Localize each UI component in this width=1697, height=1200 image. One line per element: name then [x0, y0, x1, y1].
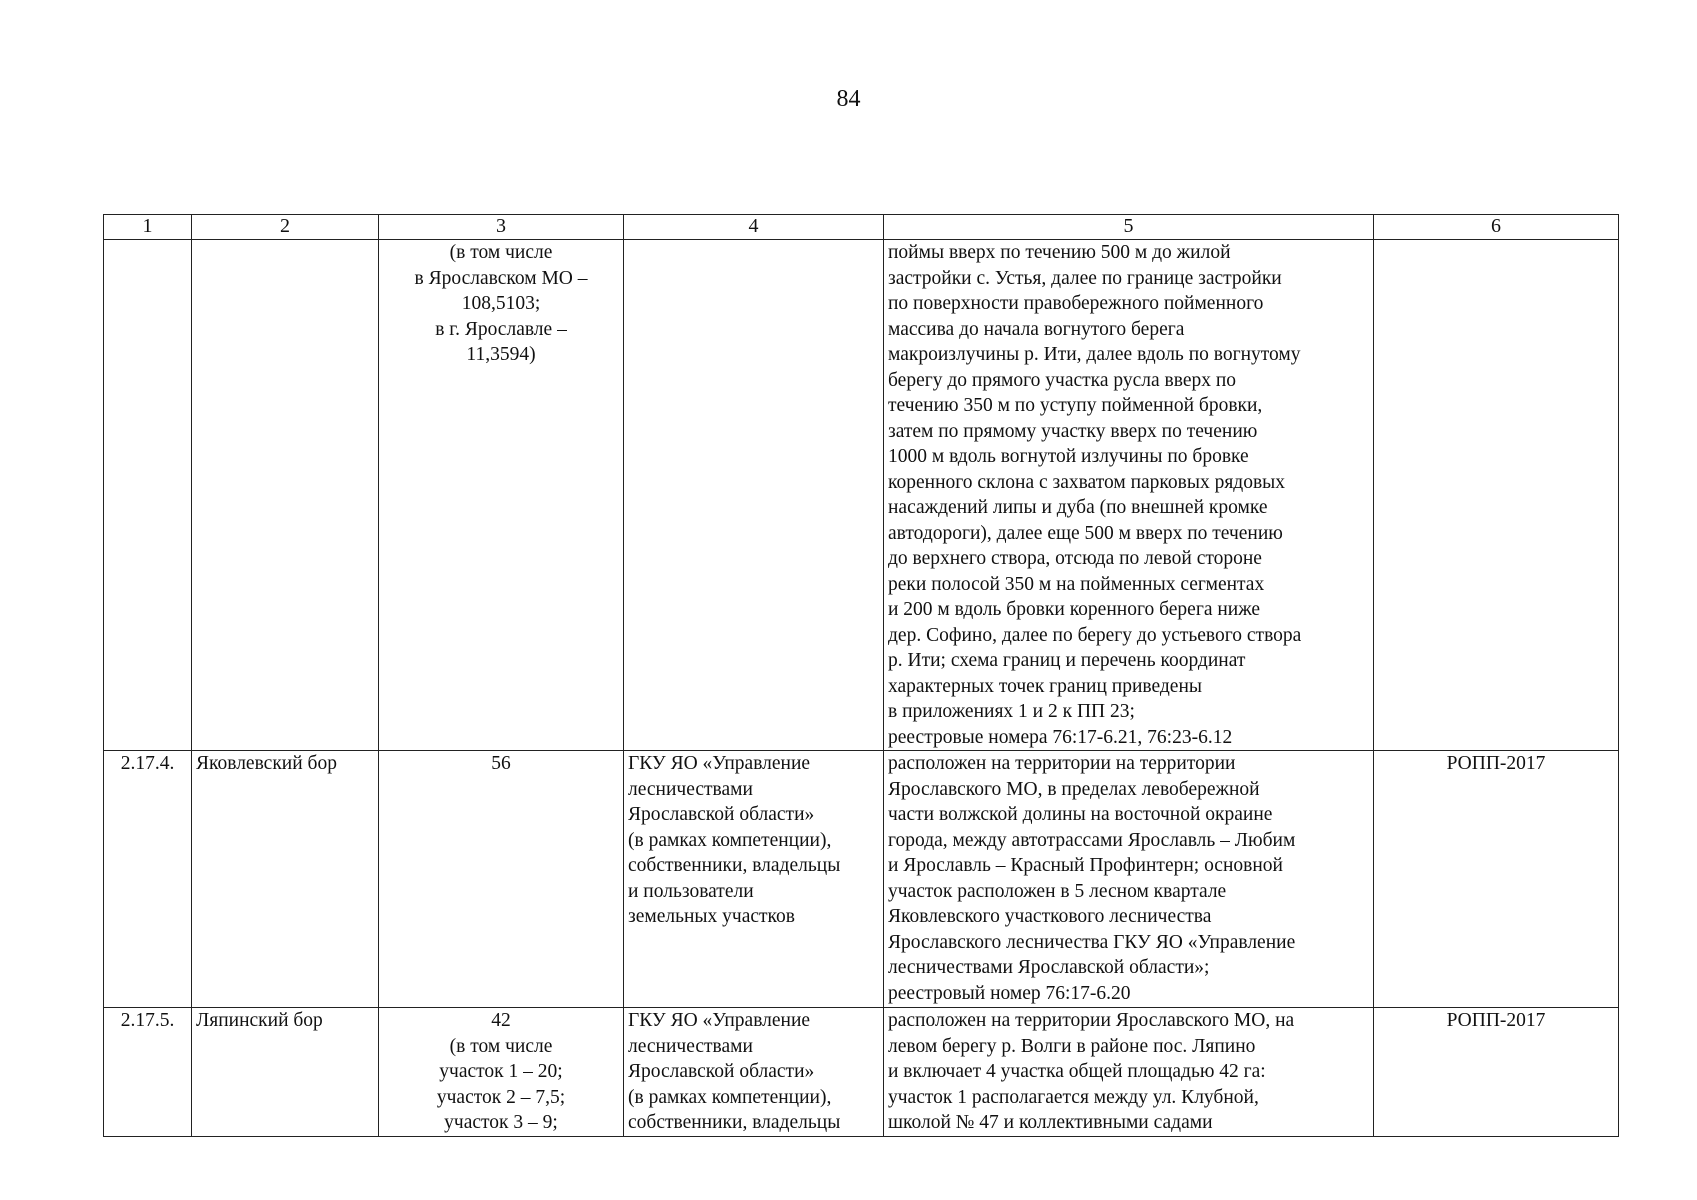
- cell-line: участок 3 – 9;: [444, 1112, 558, 1133]
- cell-name: [192, 240, 379, 751]
- cell-line: города, между автотрассами Ярославль – Любим: [888, 829, 1296, 851]
- cell-line: собственники, владельцы: [628, 1112, 841, 1133]
- cell-line: затем по прямому участку вверх по течению: [888, 420, 1258, 442]
- cell-description: [884, 240, 1374, 751]
- cell-description: [884, 1008, 1374, 1137]
- cell-name: [192, 751, 379, 1008]
- table-row: [104, 240, 1619, 751]
- cell-line: автодороги), далее еще 500 м вверх по течению: [888, 522, 1283, 544]
- page-number: 84: [836, 86, 861, 112]
- cell-line: участок 1 располагается между ул. Клубной,: [888, 1086, 1259, 1108]
- column-header-3: 3: [379, 215, 624, 240]
- cell-line: до верхнего створа, отсюда по левой стороне: [888, 548, 1262, 569]
- cell-line: дер. Софино, далее по берегу до устьевого створа: [888, 624, 1302, 646]
- cell-line: земельных участков: [628, 906, 795, 927]
- cell-line: берегу до прямого участка русла вверх по: [888, 369, 1237, 391]
- cell-line: коренного склона с захватом парковых рядовых: [888, 471, 1286, 493]
- column-header-6: 6: [1374, 215, 1619, 240]
- cell-line: лесничествами: [628, 778, 753, 800]
- cell-source: [1374, 1008, 1619, 1137]
- cell-line: макроизлучины р. Ити, далее вдоль по вогнутому: [888, 344, 1301, 365]
- cell-line: левом берегу р. Волги в районе пос. Ляпино: [888, 1035, 1256, 1057]
- cell-line: реестровый номер 76:17-6.20: [888, 982, 1131, 1004]
- cell-line: по поверхности правобережного пойменного: [888, 293, 1264, 314]
- cell-line: 2.17.4.: [120, 753, 175, 774]
- table-row: [104, 751, 1619, 1008]
- cell-description: [884, 751, 1374, 1008]
- cell-line: (в том числе: [449, 1035, 553, 1057]
- cell-line: Яковлевского участкового лесничества: [888, 906, 1212, 927]
- cell-line: 108,5103;: [461, 293, 541, 314]
- cell-line: р. Ити; схема границ и перечень координат: [888, 650, 1246, 671]
- cell-line: (в том числе: [449, 242, 553, 263]
- cell-line: 42: [491, 1010, 511, 1031]
- cell-line: участок расположен в 5 лесном квартале: [888, 880, 1227, 902]
- cell-line: и 200 м вдоль бровки коренного берега ниже: [888, 599, 1261, 620]
- cell-line: поймы вверх по течению 500 м до жилой: [888, 242, 1231, 263]
- cell-line: (в рамках компетенции),: [628, 829, 832, 851]
- cell-area: [379, 240, 624, 751]
- table-row: [104, 1008, 1619, 1137]
- cell-line: лесничествами Ярославской области»;: [888, 957, 1210, 978]
- cell-responsible: [624, 1008, 884, 1137]
- cell-line: в Ярославском МО –: [414, 267, 588, 289]
- cell-line: 11,3594): [466, 344, 536, 365]
- cell-line: Ярославской области»: [628, 1061, 815, 1082]
- cell-area: [379, 1008, 624, 1137]
- cell-number: [104, 751, 192, 1008]
- table-header-row: [104, 215, 1619, 240]
- cell-line: Ярославского лесничества ГКУ ЯО «Управление: [888, 931, 1296, 953]
- cell-line: в приложениях 1 и 2 к ПП 23;: [888, 701, 1135, 722]
- cell-line: Ярославского МО, в пределах левобережной: [888, 778, 1260, 800]
- cell-source: [1374, 240, 1619, 751]
- cell-line: ГКУ ЯО «Управление: [628, 1010, 811, 1031]
- cell-line: школой № 47 и коллективными садами: [888, 1112, 1213, 1133]
- column-header-2: 2: [192, 215, 379, 240]
- cell-line: течению 350 м по уступу пойменной бровки,: [888, 395, 1263, 416]
- cell-responsible: [624, 751, 884, 1008]
- cell-name: [192, 1008, 379, 1137]
- cell-area: [379, 751, 624, 1008]
- cell-number: [104, 1008, 192, 1137]
- cell-line: части волжской долины на восточной окраине: [888, 804, 1273, 825]
- cell-line: реестровые номера 76:17-6.21, 76:23-6.12: [888, 726, 1233, 748]
- cell-line: в г. Ярославле –: [435, 318, 567, 340]
- cell-line: РОПП-2017: [1446, 1010, 1546, 1031]
- cell-line: 1000 м вдоль вогнутой излучины по бровке: [888, 446, 1249, 467]
- cell-line: собственники, владельцы: [628, 855, 841, 876]
- cell-line: 2.17.5.: [120, 1010, 175, 1031]
- cell-line: и включает 4 участка общей площадью 42 га:: [888, 1061, 1266, 1082]
- cell-line: расположен на территории на территории: [888, 753, 1236, 774]
- cell-line: реки полосой 350 м на пойменных сегментах: [888, 573, 1265, 595]
- cell-line: характерных точек границ приведены: [888, 675, 1202, 697]
- cell-line: (в рамках компетенции),: [628, 1086, 832, 1108]
- cell-number: [104, 240, 192, 751]
- column-header-1: 1: [104, 215, 192, 240]
- cell-line: участок 2 – 7,5;: [436, 1086, 566, 1108]
- column-header-4: 4: [624, 215, 884, 240]
- cell-line: РОПП-2017: [1446, 753, 1546, 774]
- cell-line: застройки с. Устья, далее по границе застройки: [888, 267, 1282, 289]
- cell-line: Ярославской области»: [628, 804, 815, 825]
- cell-line: и пользователи: [628, 880, 754, 902]
- cell-line: 56: [491, 753, 511, 774]
- cell-responsible: [624, 240, 884, 751]
- cell-line: Ляпинский бор: [196, 1010, 323, 1031]
- cell-source: [1374, 751, 1619, 1008]
- cell-line: и Ярославль – Красный Профинтерн; основной: [888, 855, 1283, 876]
- cell-line: участок 1 – 20;: [439, 1061, 563, 1082]
- column-header-5: 5: [884, 215, 1374, 240]
- cell-line: Яковлевский бор: [196, 753, 337, 774]
- protected-areas-table: [103, 214, 1619, 1137]
- cell-line: массива до начала вогнутого берега: [888, 318, 1185, 340]
- cell-line: лесничествами: [628, 1035, 753, 1057]
- cell-line: ГКУ ЯО «Управление: [628, 753, 811, 774]
- cell-line: насаждений липы и дуба (по внешней кромке: [888, 497, 1268, 518]
- cell-line: расположен на территории Ярославского МО, на: [888, 1010, 1295, 1031]
